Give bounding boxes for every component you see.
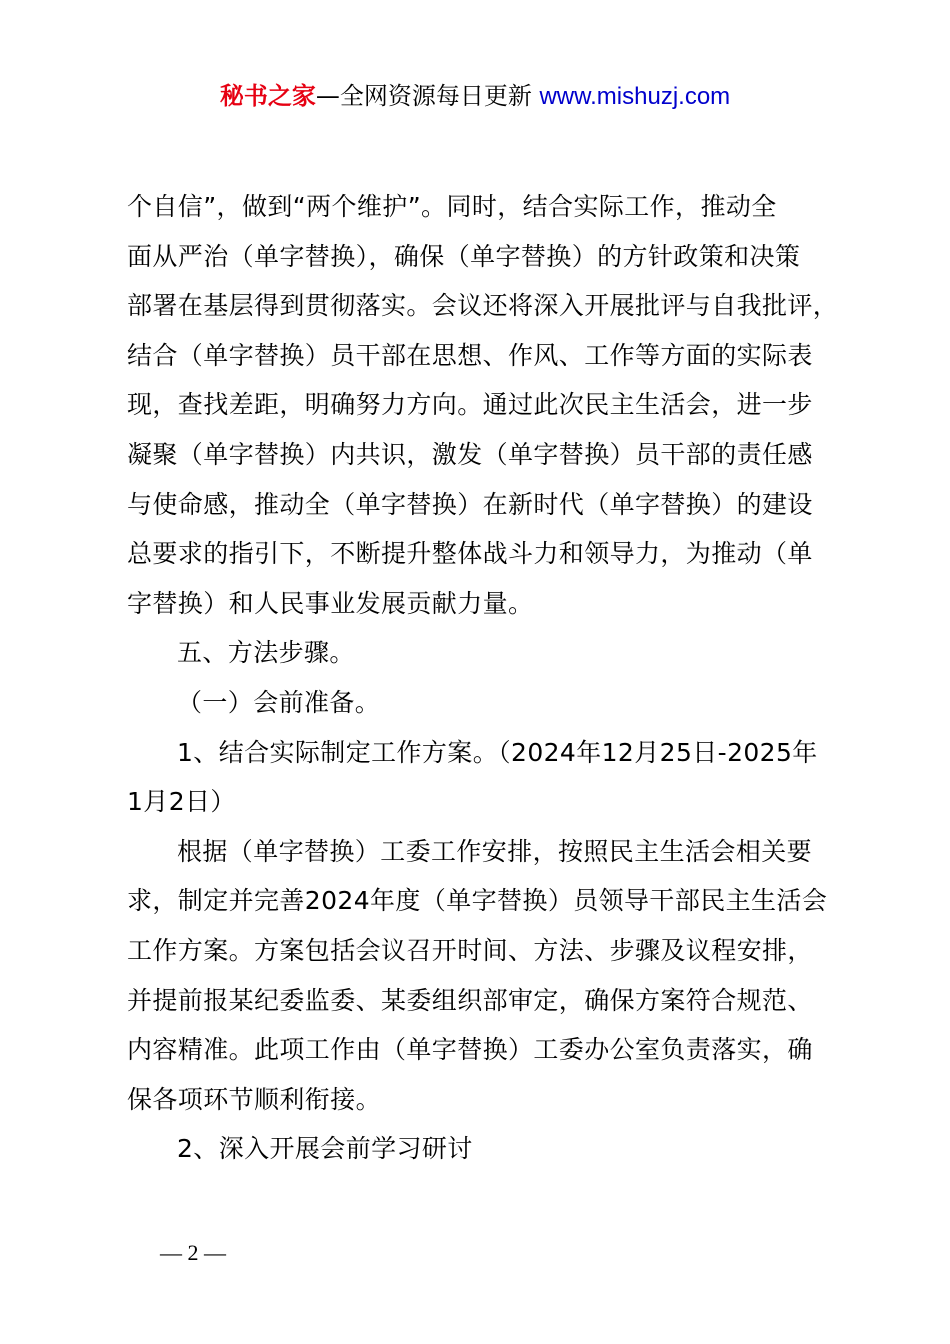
item-heading: 1、结合实际制定工作方案。（2024年12月25日-2025年 xyxy=(177,737,818,767)
brand-name: 秘书之家 xyxy=(219,82,316,110)
text-line: 现，查找差距，明确努力方向。通过此次民主生活会，进一步 xyxy=(127,390,813,420)
text-line: 工作方案。方案包括会议召开时间、方法、步骤及议程安排， xyxy=(127,935,813,965)
text-line: 凝聚（单字替换）内共识，激发（单字替换）员干部的责任感 xyxy=(127,439,813,469)
text-line: 保各项环节顺利衔接。 xyxy=(127,1084,382,1114)
paragraph-start: 根据（单字替换）工委工作安排，按照民主生活会相关要 xyxy=(177,836,813,866)
text-line: 结合（单字替换）员干部在思想、作风、工作等方面的实际表 xyxy=(127,340,813,370)
page-header xyxy=(0,80,950,113)
text-line: 求，制定并完善2024年度（单字替换）员领导干部民主生活会 xyxy=(127,886,828,916)
item-heading: 2、深入开展会前学习研讨 xyxy=(177,1134,473,1164)
text-line: 面从严治（单字替换），确保（单字替换）的方针政策和决策 xyxy=(127,241,801,271)
header-url[interactable]: www.mishuzj.com xyxy=(539,83,731,110)
text-line: 字替换）和人民事业发展贡献力量。 xyxy=(127,588,534,618)
page-number: — 2 — xyxy=(160,1240,226,1265)
text-line: 总要求的指引下，不断提升整体战斗力和领导力，为推动（单 xyxy=(127,539,813,569)
text-line: 内容精准。此项工作由（单字替换）工委办公室负责落实，确 xyxy=(127,1035,813,1065)
header-tagline: —全网资源每日更新 xyxy=(315,82,532,110)
text-line: 1月2日） xyxy=(127,787,236,817)
text-line: 与使命感，推动全（单字替换）在新时代（单字替换）的建设 xyxy=(127,489,813,519)
document-body xyxy=(127,182,839,1174)
section-heading: 五、方法步骤。 xyxy=(177,638,355,668)
text-line: 部署在基层得到贯彻落实。会议还将深入开展批评与自我批评， xyxy=(127,291,839,321)
subsection-heading: （一）会前准备。 xyxy=(177,687,381,717)
text-line: 个自信”，做到“两个维护”。同时，结合实际工作，推动全 xyxy=(127,192,777,221)
text-line: 并提前报某纪委监委、某委组织部审定，确保方案符合规范、 xyxy=(127,985,813,1015)
